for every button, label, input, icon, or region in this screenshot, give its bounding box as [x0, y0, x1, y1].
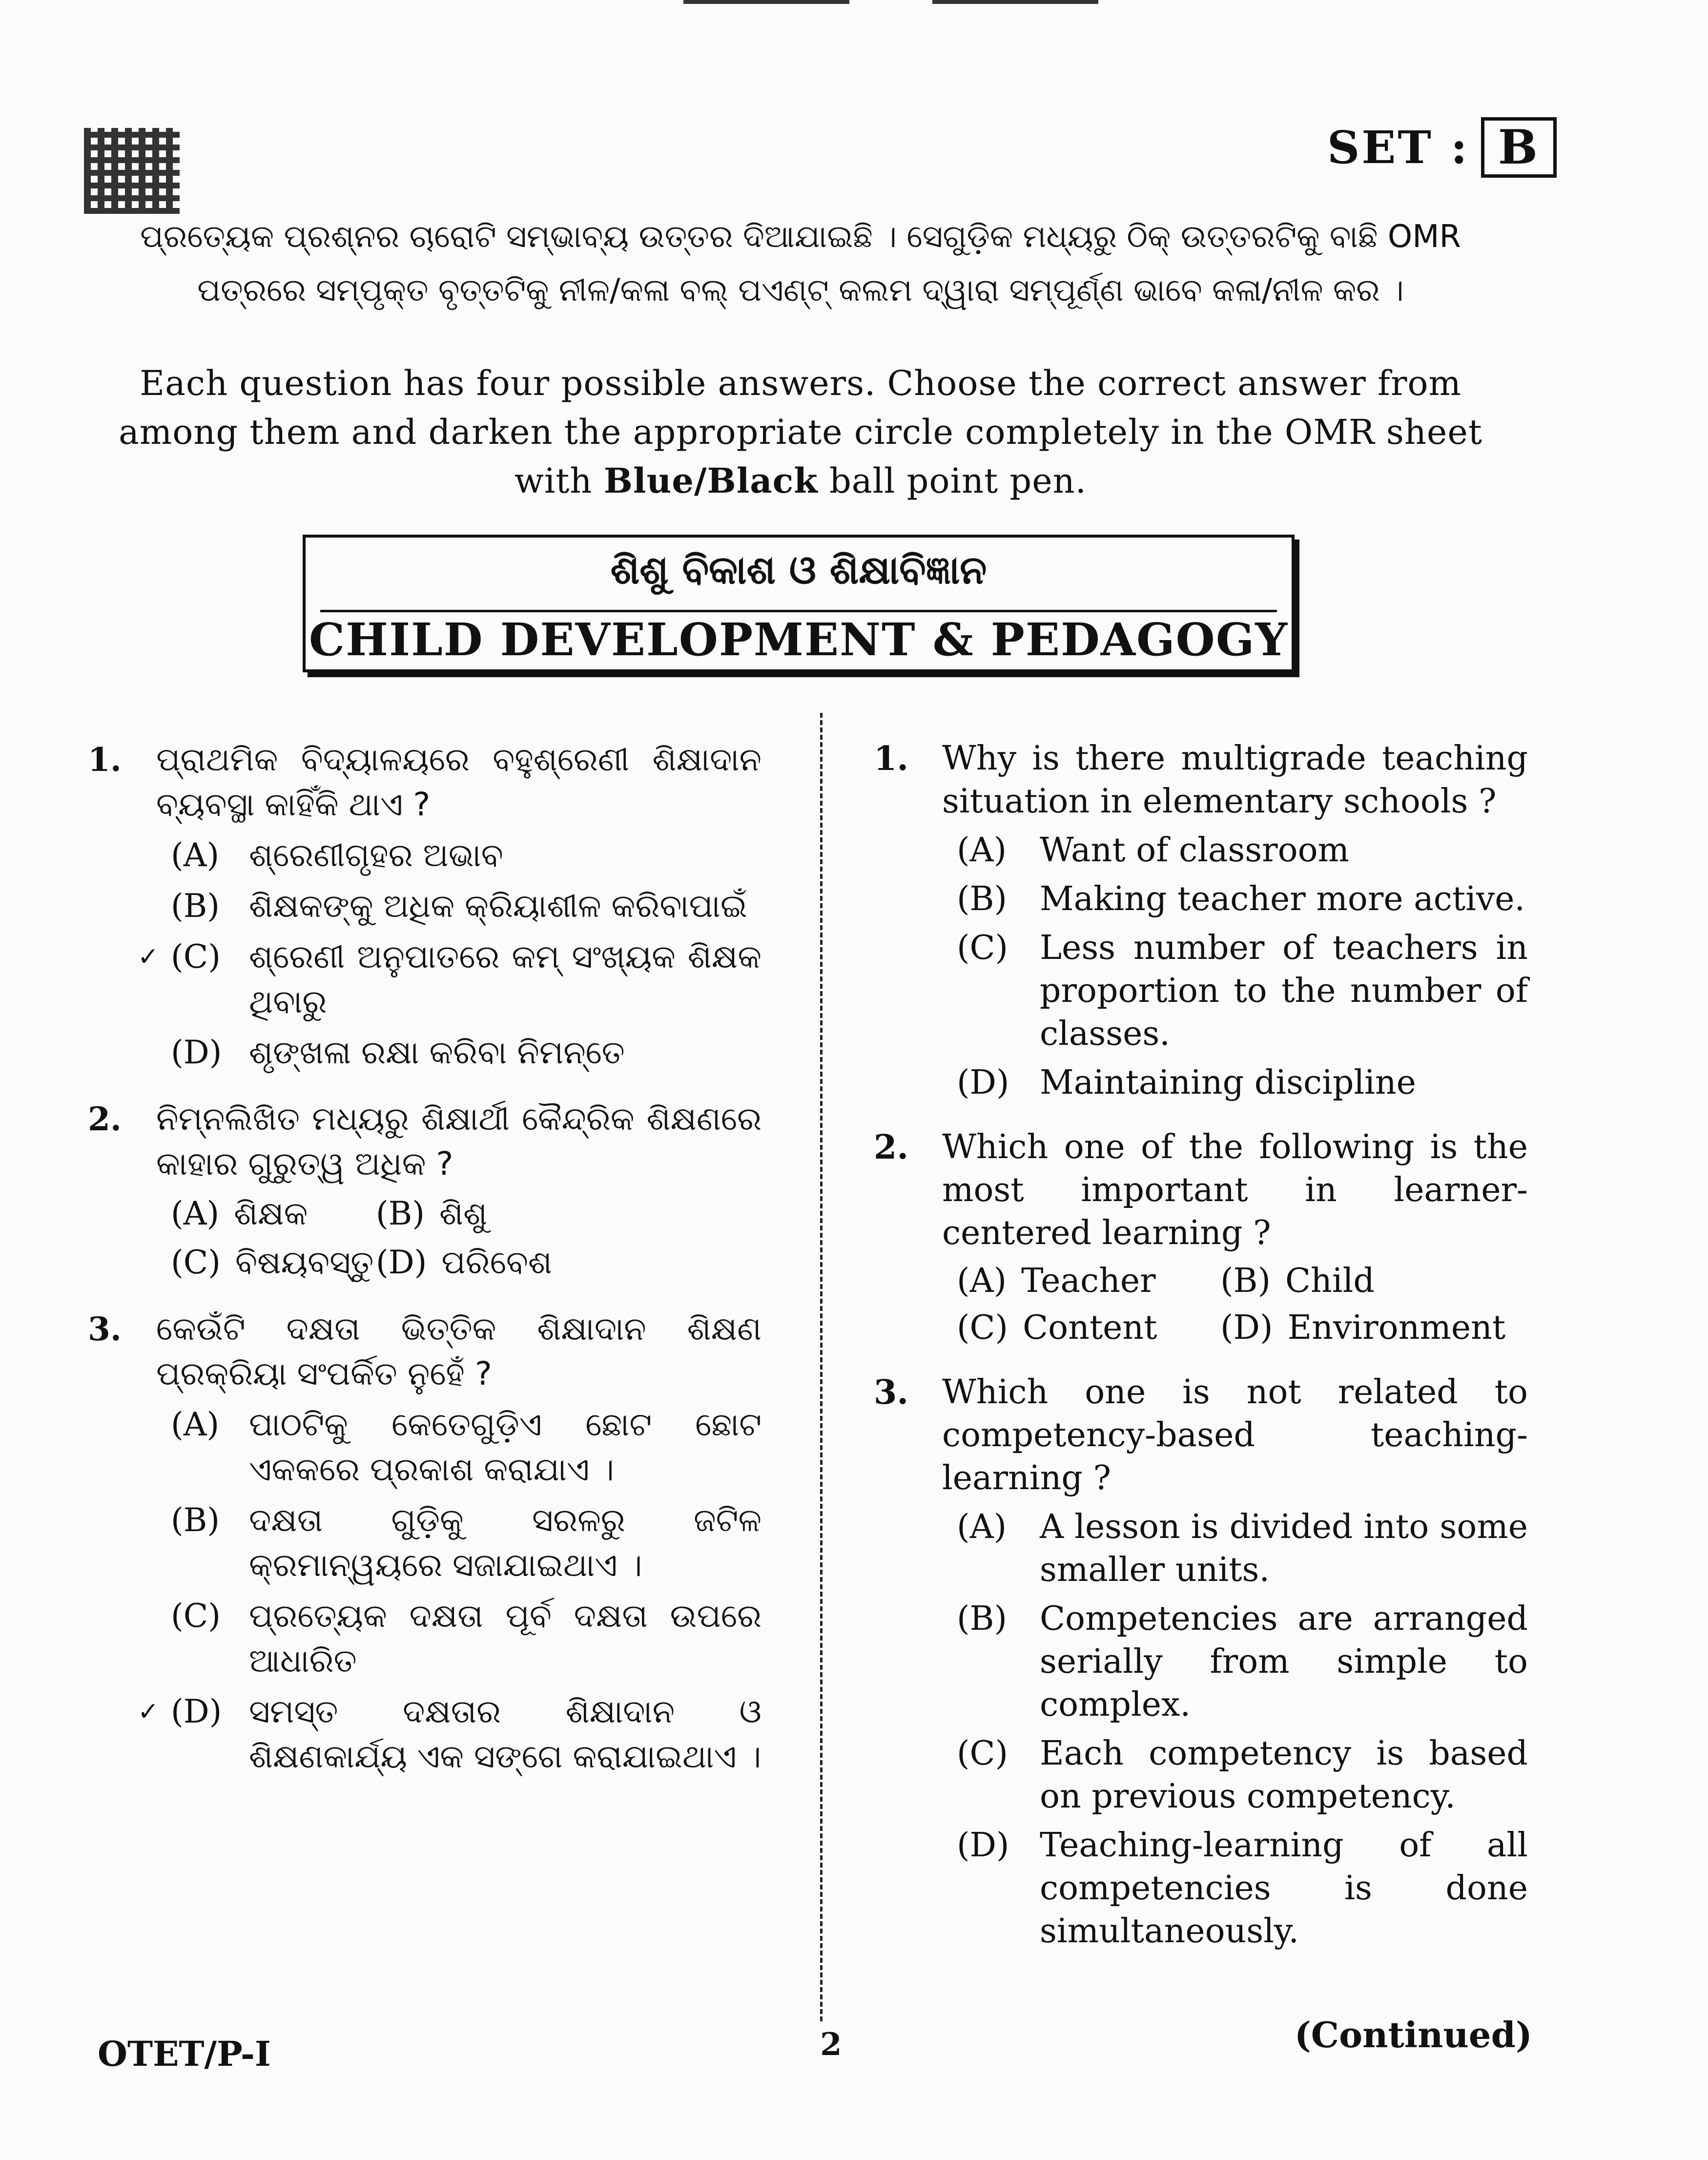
section-title-english: CHILD DEVELOPMENT & PEDAGOGY	[309, 613, 1289, 666]
option-label: (D)	[957, 1826, 1009, 1865]
options-grid	[171, 1191, 761, 1285]
question-en-3	[874, 1371, 1528, 1953]
option-a	[957, 1260, 1220, 1303]
option-d	[171, 1030, 761, 1075]
option-text: ପ୍ରତ୍ୟେକ ଦକ୍ଷତା ପୂର୍ବ ଦକ୍ଷତା ଉପରେ ଆଧାରିତ	[249, 1597, 761, 1680]
option-d	[138, 1689, 761, 1779]
option-a	[171, 833, 761, 878]
question-text: Which one is not related to competency-based teaching-learning ?	[942, 1373, 1528, 1497]
options-grid	[957, 1260, 1528, 1350]
option-text: ଶ୍ରେଣୀ ଅନୁପାତରେ କମ୍ ସଂଖ୍ୟକ ଶିକ୍ଷକ ଥିବାରୁ	[249, 938, 761, 1020]
option-label: (C)	[171, 938, 221, 976]
option-text: A lesson is divided into some smaller units.	[1040, 1508, 1528, 1589]
option-d	[957, 1061, 1528, 1104]
option-c	[171, 1240, 376, 1285]
option-a	[171, 1191, 376, 1236]
option-b	[376, 1191, 761, 1236]
option-text: Competencies are arranged serially from simple to complex.	[1040, 1599, 1528, 1724]
question-number: 3.	[874, 1373, 908, 1412]
option-label: (C)	[171, 1244, 221, 1281]
question-number: 3.	[88, 1310, 122, 1348]
instructions-odia: ପ୍ରତ୍ୟେକ ପ୍ରଶ୍ନର ଚାରୋଟି ସମ୍ଭାବ୍ୟ ଉତ୍ତର ଦିଆଯାଇଛି । ସେଗୁଡ଼ିକ ମଧ୍ୟରୁ ଠିକ୍ ଉତ୍ତରଟିକୁ ବାଛି OMR ପତ୍ରରେ ସମ୍ପୃକ୍ତ ବୃତ୍ତଟିକୁ ନୀଳ/କଳା ବଲ୍ ପଏଣ୍ଟ୍ କଲମ ଦ୍ୱାରା ସମ୍ପୂର୍ଣ୍ଣ ଭାବେ କଳା/ନୀଳ କର ।	[140, 219, 1461, 309]
option-label: (B)	[171, 887, 220, 925]
question-en-2	[874, 1126, 1528, 1350]
option-text: ଶିଶୁ	[439, 1195, 488, 1232]
option-label: (D)	[957, 1063, 1009, 1102]
instructions-english-text: Each question has four possible answers. Choose the correct answer from among them and darken the appropriate circle completely in the OMR sheet with	[119, 363, 1482, 501]
option-d	[1220, 1307, 1528, 1350]
question-text: Which one of the following is the most important in learner-centered learning ?	[942, 1128, 1528, 1252]
option-label: (A)	[171, 1195, 220, 1232]
option-label: (D)	[1220, 1308, 1273, 1347]
page-number: 2	[820, 2026, 842, 2063]
option-text: ସମସ୍ତ ଦକ୍ଷତାର ଶିକ୍ଷାଦାନ ଓ ଶିକ୍ଷଣକାର୍ଯ୍ୟ ଏକ ସଙ୍ଗେ କରାଯାଇଥାଏ ।	[249, 1693, 761, 1775]
option-label: (C)	[957, 1308, 1008, 1347]
option-text: Environment	[1287, 1308, 1506, 1347]
option-text: Less number of teachers in proportion to the number of classes.	[1040, 929, 1528, 1053]
option-label: (B)	[1220, 1262, 1271, 1300]
question-odia-2	[88, 1097, 761, 1285]
question-number: 1.	[874, 739, 908, 778]
question-number: 2.	[88, 1100, 122, 1138]
option-b	[171, 884, 761, 929]
column-divider	[820, 713, 823, 2021]
top-edge-mark	[683, 0, 1098, 4]
section-title-box	[303, 535, 1295, 672]
option-text: ଶ୍ରେଣୀଗୃହର ଅଭାବ	[249, 836, 503, 874]
odia-questions-column	[88, 737, 761, 1801]
option-c	[138, 935, 761, 1024]
question-text: କେଉଁଟି ଦକ୍ଷତା ଭିତ୍ତିକ ଶିକ୍ଷାଦାନ ଶିକ୍ଷଣ ପ୍ରକ୍ରିୟା ସଂପର୍କିତ ନୁହେଁ ?	[156, 1310, 761, 1392]
question-text: Why is there multigrade teaching situation in elementary schools ?	[942, 739, 1528, 821]
option-c	[957, 1732, 1528, 1818]
section-title-odia: ଶିଶୁ ବିକାଶ ଓ ଶିକ୍ଷାବିଜ୍ଞାନ	[610, 547, 987, 593]
option-text: Making teacher more active.	[1040, 880, 1525, 918]
qr-code	[84, 128, 180, 214]
pen-mark-icon: ✓	[138, 942, 159, 972]
option-c	[957, 927, 1528, 1056]
option-label: (B)	[957, 1599, 1008, 1638]
option-label: (A)	[957, 1508, 1007, 1546]
option-text: ଦକ୍ଷତା ଗୁଡ଼ିକୁ ସରଳରୁ ଜଟିଳ କ୍ରମାନ୍ୱୟରେ ସଜାଯାଇଥାଏ ।	[249, 1501, 761, 1584]
option-label: (A)	[171, 1406, 220, 1443]
instructions-english-bold: Blue/Black	[603, 460, 818, 501]
set-value: B	[1481, 117, 1557, 178]
option-text: Teacher	[1021, 1262, 1156, 1300]
option-a	[171, 1402, 761, 1492]
option-b	[957, 878, 1528, 921]
option-label: (B)	[957, 880, 1008, 918]
option-label: (C)	[957, 929, 1008, 967]
option-text: ଶିକ୍ଷକଙ୍କୁ ଅଧିକ କ୍ରିୟାଶୀଳ କରିବାପାଇଁ	[249, 887, 747, 925]
english-questions-column	[874, 737, 1528, 1974]
option-label: (D)	[171, 1693, 222, 1730]
instructions-english-end: ball point pen.	[829, 461, 1087, 501]
question-number: 2.	[874, 1128, 908, 1167]
option-b	[171, 1498, 761, 1588]
question-odia-3	[88, 1307, 761, 1779]
option-d	[376, 1240, 761, 1285]
option-text: Content	[1023, 1308, 1157, 1347]
paper-code: OTET/P-I	[98, 2034, 271, 2074]
option-b	[957, 1598, 1528, 1726]
option-a	[957, 829, 1528, 872]
continued-label: (Continued)	[1294, 2014, 1532, 2056]
option-text: Maintaining discipline	[1040, 1063, 1416, 1102]
option-text: Child	[1285, 1262, 1375, 1300]
option-label: (A)	[957, 831, 1007, 870]
option-b	[1220, 1260, 1528, 1303]
question-number: 1.	[88, 741, 122, 779]
option-label: (B)	[376, 1195, 425, 1232]
option-a	[957, 1506, 1528, 1592]
option-text: ଶିକ୍ଷକ	[234, 1195, 308, 1232]
option-text: ପାଠଟିକୁ କେତେଗୁଡ଼ିଏ ଛୋଟ ଛୋଟ ଏକକରେ ପ୍ରକାଶ କରାଯାଏ ।	[249, 1406, 761, 1488]
option-label: (D)	[171, 1034, 222, 1071]
option-text: ଶୃଙ୍ଖଳା ରକ୍ଷା କରିବା ନିମନ୍ତେ	[249, 1034, 625, 1071]
instructions-english	[98, 359, 1503, 505]
option-text: Want of classroom	[1040, 831, 1350, 870]
question-en-1	[874, 737, 1528, 1104]
option-label: (B)	[171, 1501, 220, 1539]
pen-mark-icon: ✓	[138, 1697, 159, 1726]
set-label: SET :	[1327, 121, 1469, 174]
option-c	[957, 1307, 1220, 1350]
option-label: (D)	[376, 1244, 427, 1281]
section-title-divider	[320, 610, 1277, 612]
option-label: (A)	[171, 836, 220, 874]
option-label: (C)	[957, 1734, 1008, 1773]
option-text: ବିଷୟବସ୍ତୁ	[235, 1244, 374, 1281]
option-label: (A)	[957, 1262, 1007, 1300]
option-text: ପରିବେଶ	[441, 1244, 552, 1281]
option-text: Each competency is based on previous competency.	[1040, 1734, 1528, 1816]
question-odia-1	[88, 737, 761, 1075]
question-text: ନିମ୍ନଲିଖିତ ମଧ୍ୟରୁ ଶିକ୍ଷାର୍ଥୀ କୈନ୍ଦ୍ରିକ ଶିକ୍ଷଣରେ କାହାର ଗୁରୁତ୍ୱ ଅଧିକ ?	[156, 1100, 761, 1183]
set-indicator	[1327, 117, 1557, 178]
option-text: Teaching-learning of all competencies is done simultaneously.	[1040, 1826, 1528, 1951]
option-label: (C)	[171, 1597, 221, 1635]
question-text: ପ୍ରାଥମିକ ବିଦ୍ୟାଳୟରେ ବହୁଶ୍ରେଣୀ ଶିକ୍ଷାଦାନ ବ୍ୟବସ୍ଥା କାହିଁକି ଥାଏ ?	[156, 741, 761, 823]
option-c	[171, 1594, 761, 1683]
option-d	[957, 1824, 1528, 1953]
